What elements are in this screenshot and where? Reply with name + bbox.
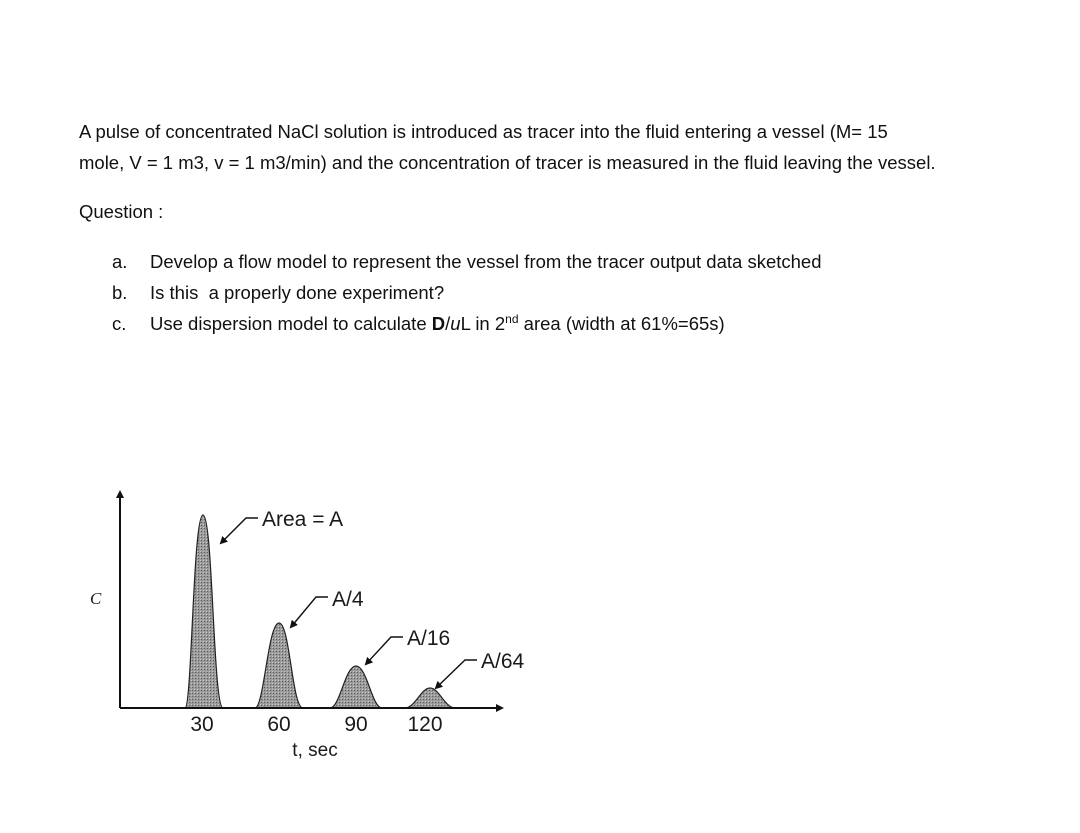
peak-3	[330, 666, 382, 708]
tick-label-60: 60	[267, 713, 291, 736]
question-text-part: area (width at 61%=65s)	[518, 313, 725, 334]
ordinal-superscript: nd	[505, 312, 519, 326]
slash: /	[445, 313, 451, 334]
peak-2-label: A/4	[332, 588, 364, 611]
question-heading: Question :	[79, 201, 164, 222]
peak-1	[185, 515, 223, 708]
dispersion-symbol-d: D	[431, 313, 446, 334]
problem-statement-line-2: mole, V = 1 m3, v = 1 m3/min) and the concentration of tracer is measured in the fluid leaving the vessel.	[79, 152, 936, 173]
velocity-symbol-u: u	[450, 313, 461, 334]
peak-3-label: A/16	[407, 627, 451, 650]
question-text-part: L in 2	[460, 313, 506, 334]
tick-label-120: 120	[407, 713, 443, 736]
peak-4-label: A/64	[481, 650, 525, 673]
question-text: Is this a properly done experiment?	[150, 282, 445, 303]
question-letter: c.	[112, 313, 127, 334]
question-letter: b.	[112, 282, 128, 303]
peak-4	[405, 688, 455, 708]
question-text: Develop a flow model to represent the vessel from the tracer output data sketched	[150, 251, 822, 272]
peak-2	[255, 623, 303, 708]
question-letter: a.	[112, 251, 128, 272]
y-axis-label: C	[90, 589, 102, 608]
question-text-part: Use dispersion model to calculate	[150, 313, 432, 334]
tick-label-30: 30	[190, 713, 214, 736]
peak-1-label: Area = A	[262, 508, 344, 531]
x-axis-label: t, sec	[292, 740, 338, 761]
tick-label-90: 90	[344, 713, 368, 736]
problem-statement-line-1: A pulse of concentrated NaCl solution is introduced as tracer into the fluid entering a vessel (M= 15	[79, 121, 888, 142]
